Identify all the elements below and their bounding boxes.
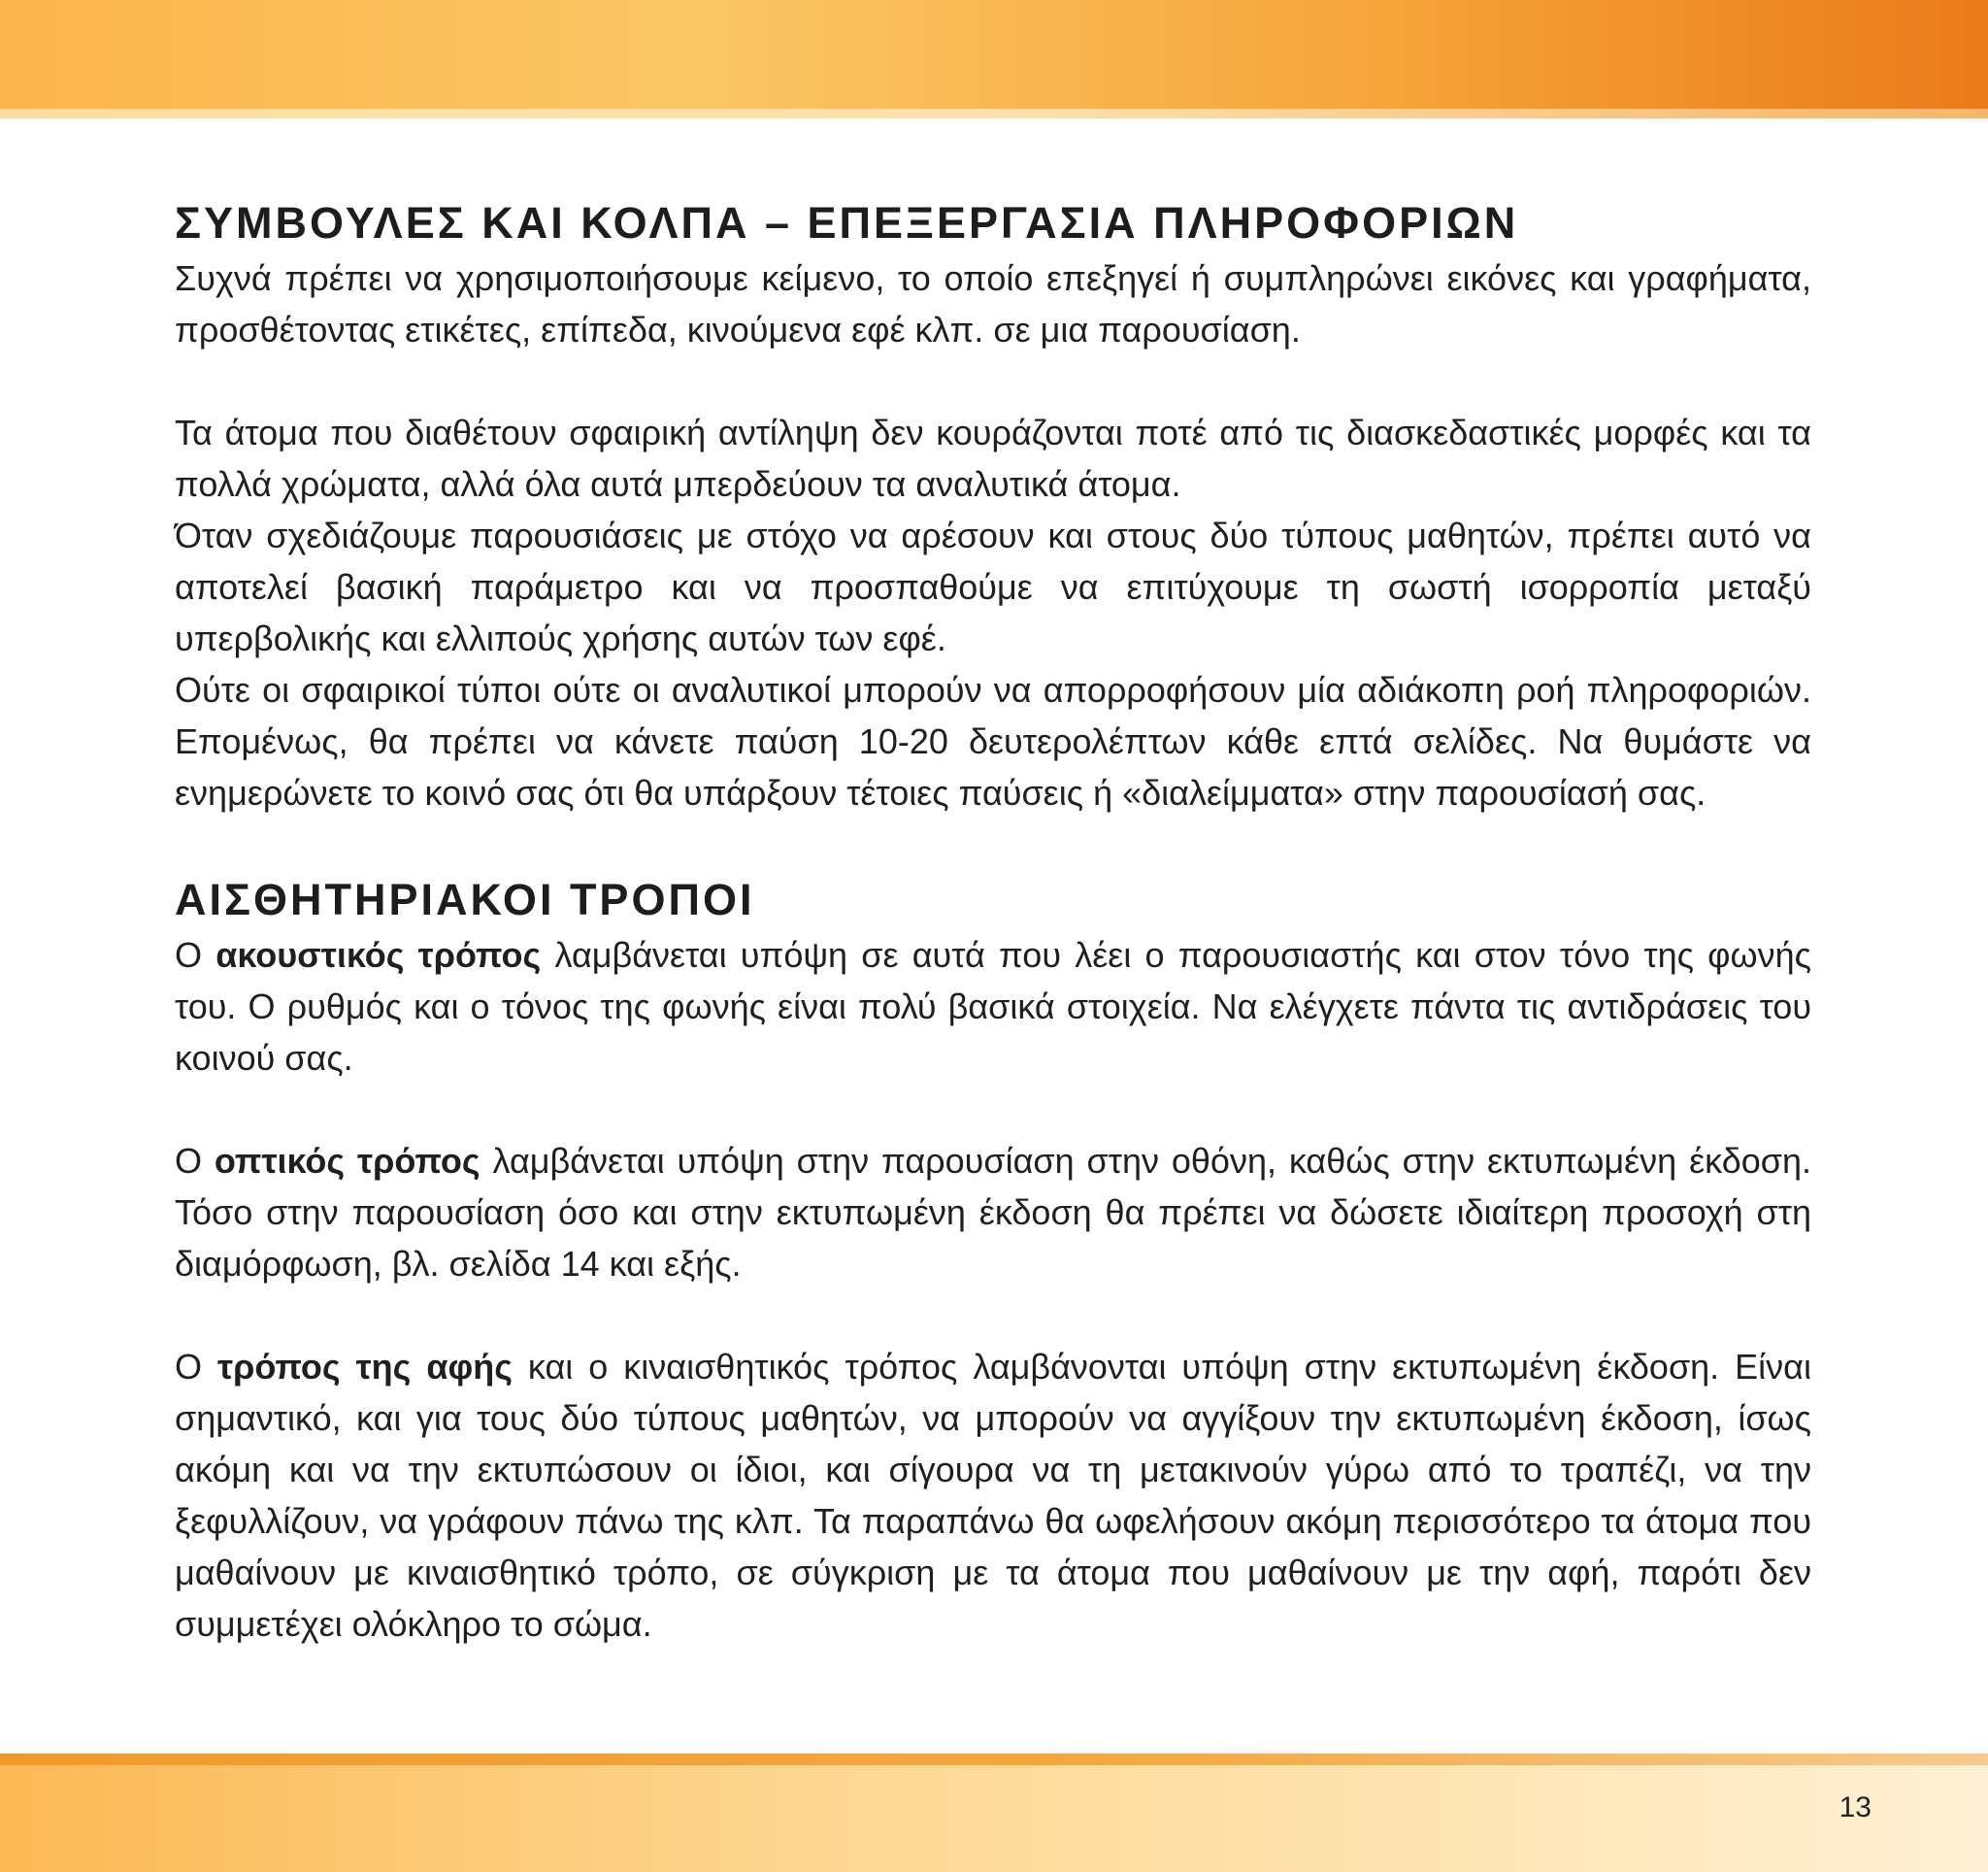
auditory-mode-term: ακουστικός τρόπος: [215, 935, 542, 975]
auditory-rest: λαμβάνεται υπόψη σε αυτά που λέει ο παρουσιαστής και στον τόνο της φωνής του. Ο ρυθμός και ο τόνος της φωνής είναι πολύ βασικά στοιχεία. Να ελέγχετε πάντα τις αντιδράσεις του κοινού σας.: [175, 935, 1811, 1078]
paragraph-auditory-mode: [175, 929, 1811, 1084]
bottom-decorative-band: [0, 1754, 1988, 1872]
visual-lead: Ο: [175, 1141, 215, 1181]
paragraph-pauses: Ούτε οι σφαιρικοί τύποι ούτε οι αναλυτικοί μπορούν να απορροφήσουν μία αδιάκοπη ροή πληροφοριών. Επομένως, θα πρέπει να κάνετε παύση 10-20 δευτερολέπτων κάθε επτά σελίδες. Να θυμάστε να ενημερώνετε το κοινό σας ότι θα υπάρξουν τέτοιες παύσεις ή «διαλείμματα» στην παρουσίασή σας.: [175, 670, 1811, 813]
bottom-band-edge: [0, 1754, 1988, 1765]
visual-mode-term: οπτικός τρόπος: [214, 1141, 480, 1181]
section-heading-tips: ΣΥΜΒΟΥΛΕΣ ΚΑΙ ΚΟΛΠΑ – ΕΠΕΞΕΡΓΑΣΙΑ ΠΛΗΡΟΦΟΡΙΩΝ: [175, 198, 1519, 248]
visual-rest: λαμβάνεται υπόψη στην παρουσίαση στην οθόνη, καθώς στην εκτυπωμένη έκδοση. Τόσο στην παρουσίαση όσο και στην εκτυπωμένη έκδοση θα πρέπει να δώσετε ιδιαίτερη προσοχή στη διαμόρφωση, βλ. σελίδα 14 και εξής.: [175, 1141, 1811, 1284]
tactile-lead: Ο: [175, 1347, 217, 1387]
top-band-edge: [0, 109, 1988, 118]
tactile-mode-term: τρόπος της αφής: [217, 1347, 513, 1387]
paragraph-text-usage: Συχνά πρέπει να χρησιμοποιήσουμε κείμενο, το οποίο επεξηγεί ή συμπληρώνει εικόνες και γραφήματα, προσθέτοντας ετικέτες, επίπεδα, κινούμενα εφέ κλπ. σε μια παρουσίαση.: [175, 258, 1811, 350]
auditory-lead: Ο: [175, 935, 216, 975]
section-heading-sensory: ΑΙΣΘΗΤΗΡΙΑΚΟΙ ΤΡΟΠΟΙ: [175, 875, 755, 924]
paragraph-global-perception: Τα άτομα που διαθέτουν σφαιρική αντίληψη δεν κουράζονται ποτέ από τις διασκεδαστικές μορφές και τα πολλά χρώματα, αλλά όλα αυτά μπερδεύουν τα αναλυτικά άτομα.: [175, 413, 1811, 504]
page-content: [175, 194, 1811, 1650]
paragraph-tactile-mode: [175, 1341, 1811, 1650]
tactile-rest: και ο κιναισθητικός τρόπος λαμβάνονται υπόψη στην εκτυπωμένη έκδοση. Είναι σημαντικό, και για τους δύο τύπους μαθητών, να μπορούν να αγγίξουν την εκτυπωμένη έκδοση, ίσως ακόμη και να την εκτυπώσουν οι ίδιοι, και σίγουρα να τη μετακινούν γύρω από το τραπέζι, να την ξεφυλλίζουν, να γράφουν πάνω της κλπ. Τα παραπάνω θα ωφελήσουν ακόμη περισσότερο τα άτομα που μαθαίνουν με κιναισθητικό τρόπο, σε σύγκριση με τα άτομα που μαθαίνουν με την αφή, παρότι δεν συμμετέχει ολόκληρο το σώμα.: [175, 1347, 1811, 1644]
section-sensory-modes: [175, 871, 1811, 1650]
section-tips-and-tricks: [175, 194, 1811, 819]
page-number: 13: [1839, 1791, 1872, 1823]
paragraph-visual-mode: [175, 1135, 1811, 1289]
paragraph-balance-effects: Όταν σχεδιάζουμε παρουσιάσεις με στόχο να αρέσουν και στους δύο τύπους μαθητών, πρέπει αυτό να αποτελεί βασική παράμετρο και να προσπαθούμε να επιτύχουμε τη σωστή ισορροπία μεταξύ υπερβολικής και ελλιπούς χρήσης αυτών των εφέ.: [175, 516, 1811, 658]
top-decorative-band: [0, 0, 1988, 118]
